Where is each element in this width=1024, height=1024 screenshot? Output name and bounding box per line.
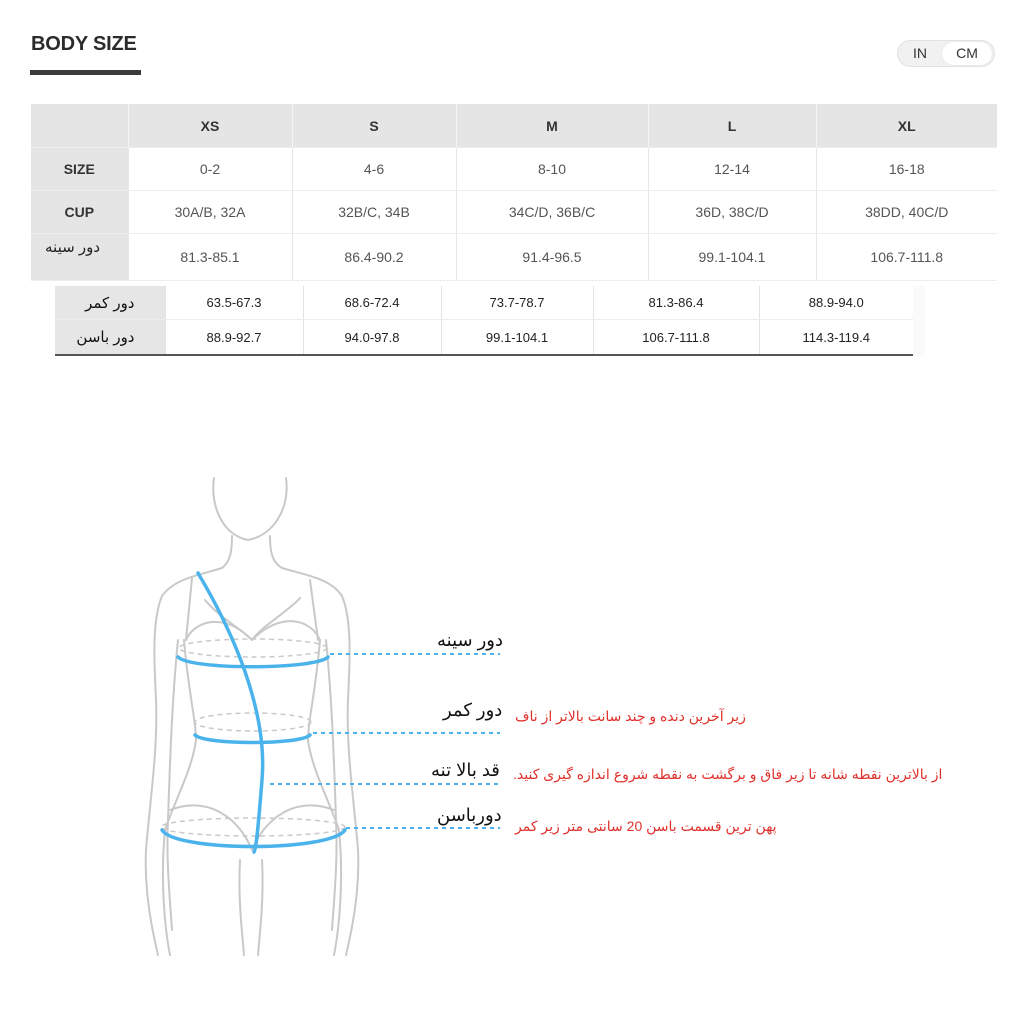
- table-row: [31, 234, 997, 281]
- body-illustration: [0, 460, 1024, 960]
- table-cell: 99.1-104.1: [441, 320, 593, 356]
- table-row: [31, 148, 997, 191]
- table-cell: 16-18: [816, 148, 997, 191]
- table-cell: 81.3-85.1: [128, 234, 292, 281]
- table-cell: 88.9-94.0: [759, 286, 913, 320]
- table-row: [31, 191, 997, 234]
- measure-table: [55, 286, 913, 356]
- table-row: [55, 320, 913, 356]
- table-cell: 91.4-96.5: [456, 234, 648, 281]
- corner-cell: [31, 104, 128, 148]
- table-cell: 94.0-97.8: [303, 320, 441, 356]
- table-cell: 81.3-86.4: [593, 286, 759, 320]
- torso-note: از بالاترین نقطه شانه تا زیر فاق و برگشت به نقطه شروع اندازه گیری کنید.: [513, 766, 943, 782]
- hip-measure-line: [162, 830, 345, 847]
- column-header-xs: XS: [128, 104, 292, 148]
- title-underline: [30, 70, 141, 75]
- bust-measure-line: [178, 657, 328, 667]
- table-cell: 106.7-111.8: [593, 320, 759, 356]
- torso-label: قد بالا تنه: [431, 760, 500, 780]
- torso-measure-line: [198, 573, 263, 852]
- guide-ellipses: [161, 580, 345, 836]
- bust-label: دور سینه: [437, 630, 503, 650]
- size-table: [31, 104, 997, 281]
- column-header-s: S: [292, 104, 456, 148]
- table-cell: 30A/B, 32A: [128, 191, 292, 234]
- row-header-cup: CUP: [31, 191, 128, 234]
- unit-option-cm[interactable]: CM: [942, 42, 992, 65]
- waist-label: دور کمر: [443, 700, 503, 720]
- table-cell: 12-14: [648, 148, 816, 191]
- table-cell: 38DD, 40C/D: [816, 191, 997, 234]
- table-cell: 68.6-72.4: [303, 286, 441, 320]
- waist-note: زیر آخرین دنده و چند سانت بالاتر از ناف: [515, 708, 746, 724]
- leader-lines: [270, 654, 503, 828]
- table-cell: 0-2: [128, 148, 292, 191]
- page-title: BODY SIZE: [31, 33, 137, 55]
- table-cell: 63.5-67.3: [165, 286, 303, 320]
- column-header-xl: XL: [816, 104, 997, 148]
- hip-note: پهن ترین قسمت باسن 20 سانتی متر زیر کمر: [515, 818, 777, 834]
- table-cell: 86.4-90.2: [292, 234, 456, 281]
- table-cell: 114.3-119.4: [759, 320, 913, 356]
- table-cell: 73.7-78.7: [441, 286, 593, 320]
- table-cell: 32B/C, 34B: [292, 191, 456, 234]
- waist-measure-line: [195, 735, 310, 743]
- column-header-m: M: [456, 104, 648, 148]
- hip-label: دورباسن: [437, 805, 502, 825]
- unit-toggle[interactable]: [897, 40, 995, 67]
- row-header-size: SIZE: [31, 148, 128, 191]
- row-header-waist: دور کمر: [55, 286, 165, 320]
- table-cell: 106.7-111.8: [816, 234, 997, 281]
- body-outline: [146, 478, 359, 955]
- table-cell: 36D, 38C/D: [648, 191, 816, 234]
- table-cell: 99.1-104.1: [648, 234, 816, 281]
- table-cell: 4-6: [292, 148, 456, 191]
- column-header-l: L: [648, 104, 816, 148]
- row-header-bust: دور سینه: [31, 234, 128, 281]
- unit-option-in[interactable]: IN: [913, 45, 927, 61]
- size-table-header: [31, 104, 997, 148]
- table-cell: 8-10: [456, 148, 648, 191]
- table-cell: 88.9-92.7: [165, 320, 303, 356]
- row-header-hip: دور باسن: [55, 320, 165, 356]
- table-cell: 34C/D, 36B/C: [456, 191, 648, 234]
- measure-table-wrap: [55, 286, 925, 356]
- table-row: [55, 286, 913, 320]
